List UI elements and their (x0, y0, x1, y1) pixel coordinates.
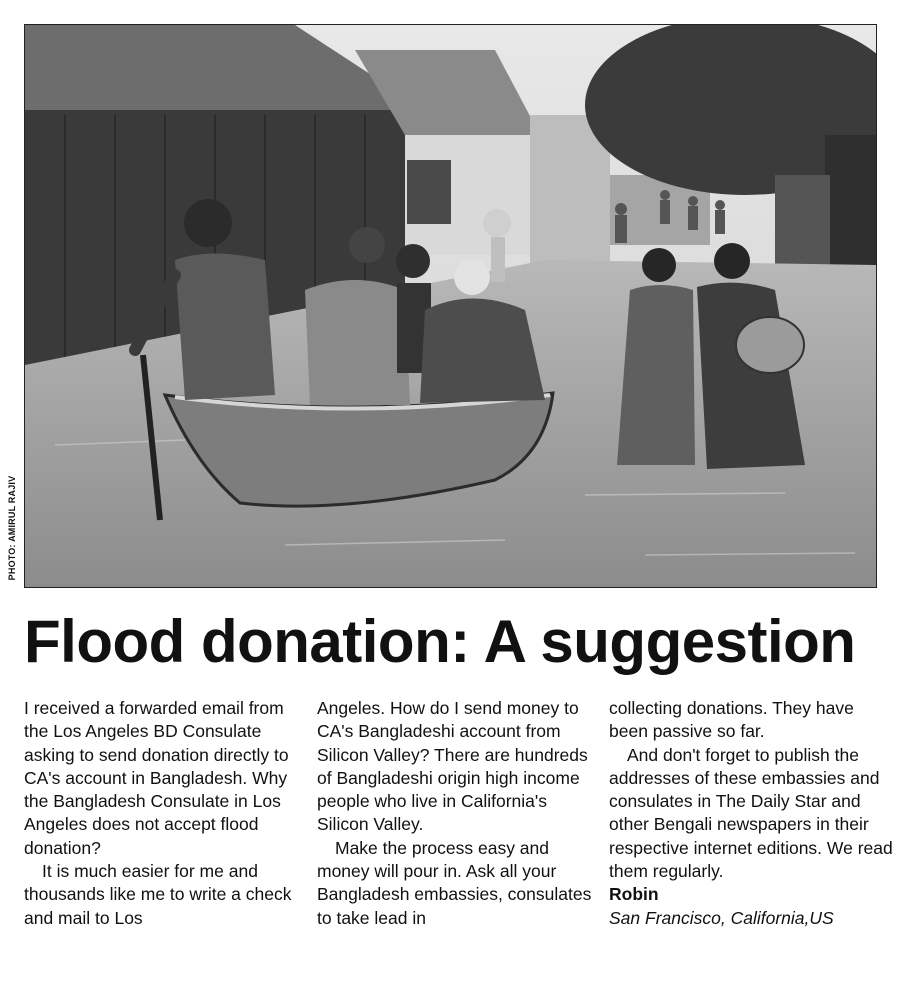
letter-signature: Robin (609, 884, 659, 905)
letter-paragraph: And don't forget to publish the addresses of these embassies and consulates in The Daily Star and other Bengali newspapers in their respective internet editions. We read them regularly. (609, 744, 893, 882)
photo-credit-text: PHOTO: AMIRUL RAJIV (7, 475, 17, 581)
letter-paragraph: Angeles. How do I send money to CA's Bangladeshi account from Silicon Valley? There are hundreds of Bangladeshi origin high income people who live in California's Silicon Valley. (317, 698, 588, 835)
letter-paragraph: It is much easier for me and thousands like me to write a check and mail to Los (24, 861, 292, 928)
letter-column-2 (317, 697, 601, 930)
letter-column-3 (609, 697, 893, 930)
flood-photo (24, 24, 877, 588)
photo-credit (4, 468, 20, 588)
letter-paragraph: Make the process easy and money will pour in. Ask all your Bangladesh embassies, consulates to take lead in (317, 837, 592, 928)
letter-location: San Francisco, California,US (609, 907, 834, 928)
letter-paragraph: I received a forwarded email from the Los Angeles BD Consulate asking to send donation directly to CA's account in Bangladesh. Why the Bangladesh Consulate in Los Angeles does not accept flood donation? (24, 698, 289, 858)
headline: Flood donation: A suggestion (24, 608, 856, 675)
flood-photo-illustration (25, 25, 876, 587)
letter-paragraph: collecting donations. They have been passive so far. (609, 698, 854, 742)
letter-column-1 (24, 697, 308, 930)
